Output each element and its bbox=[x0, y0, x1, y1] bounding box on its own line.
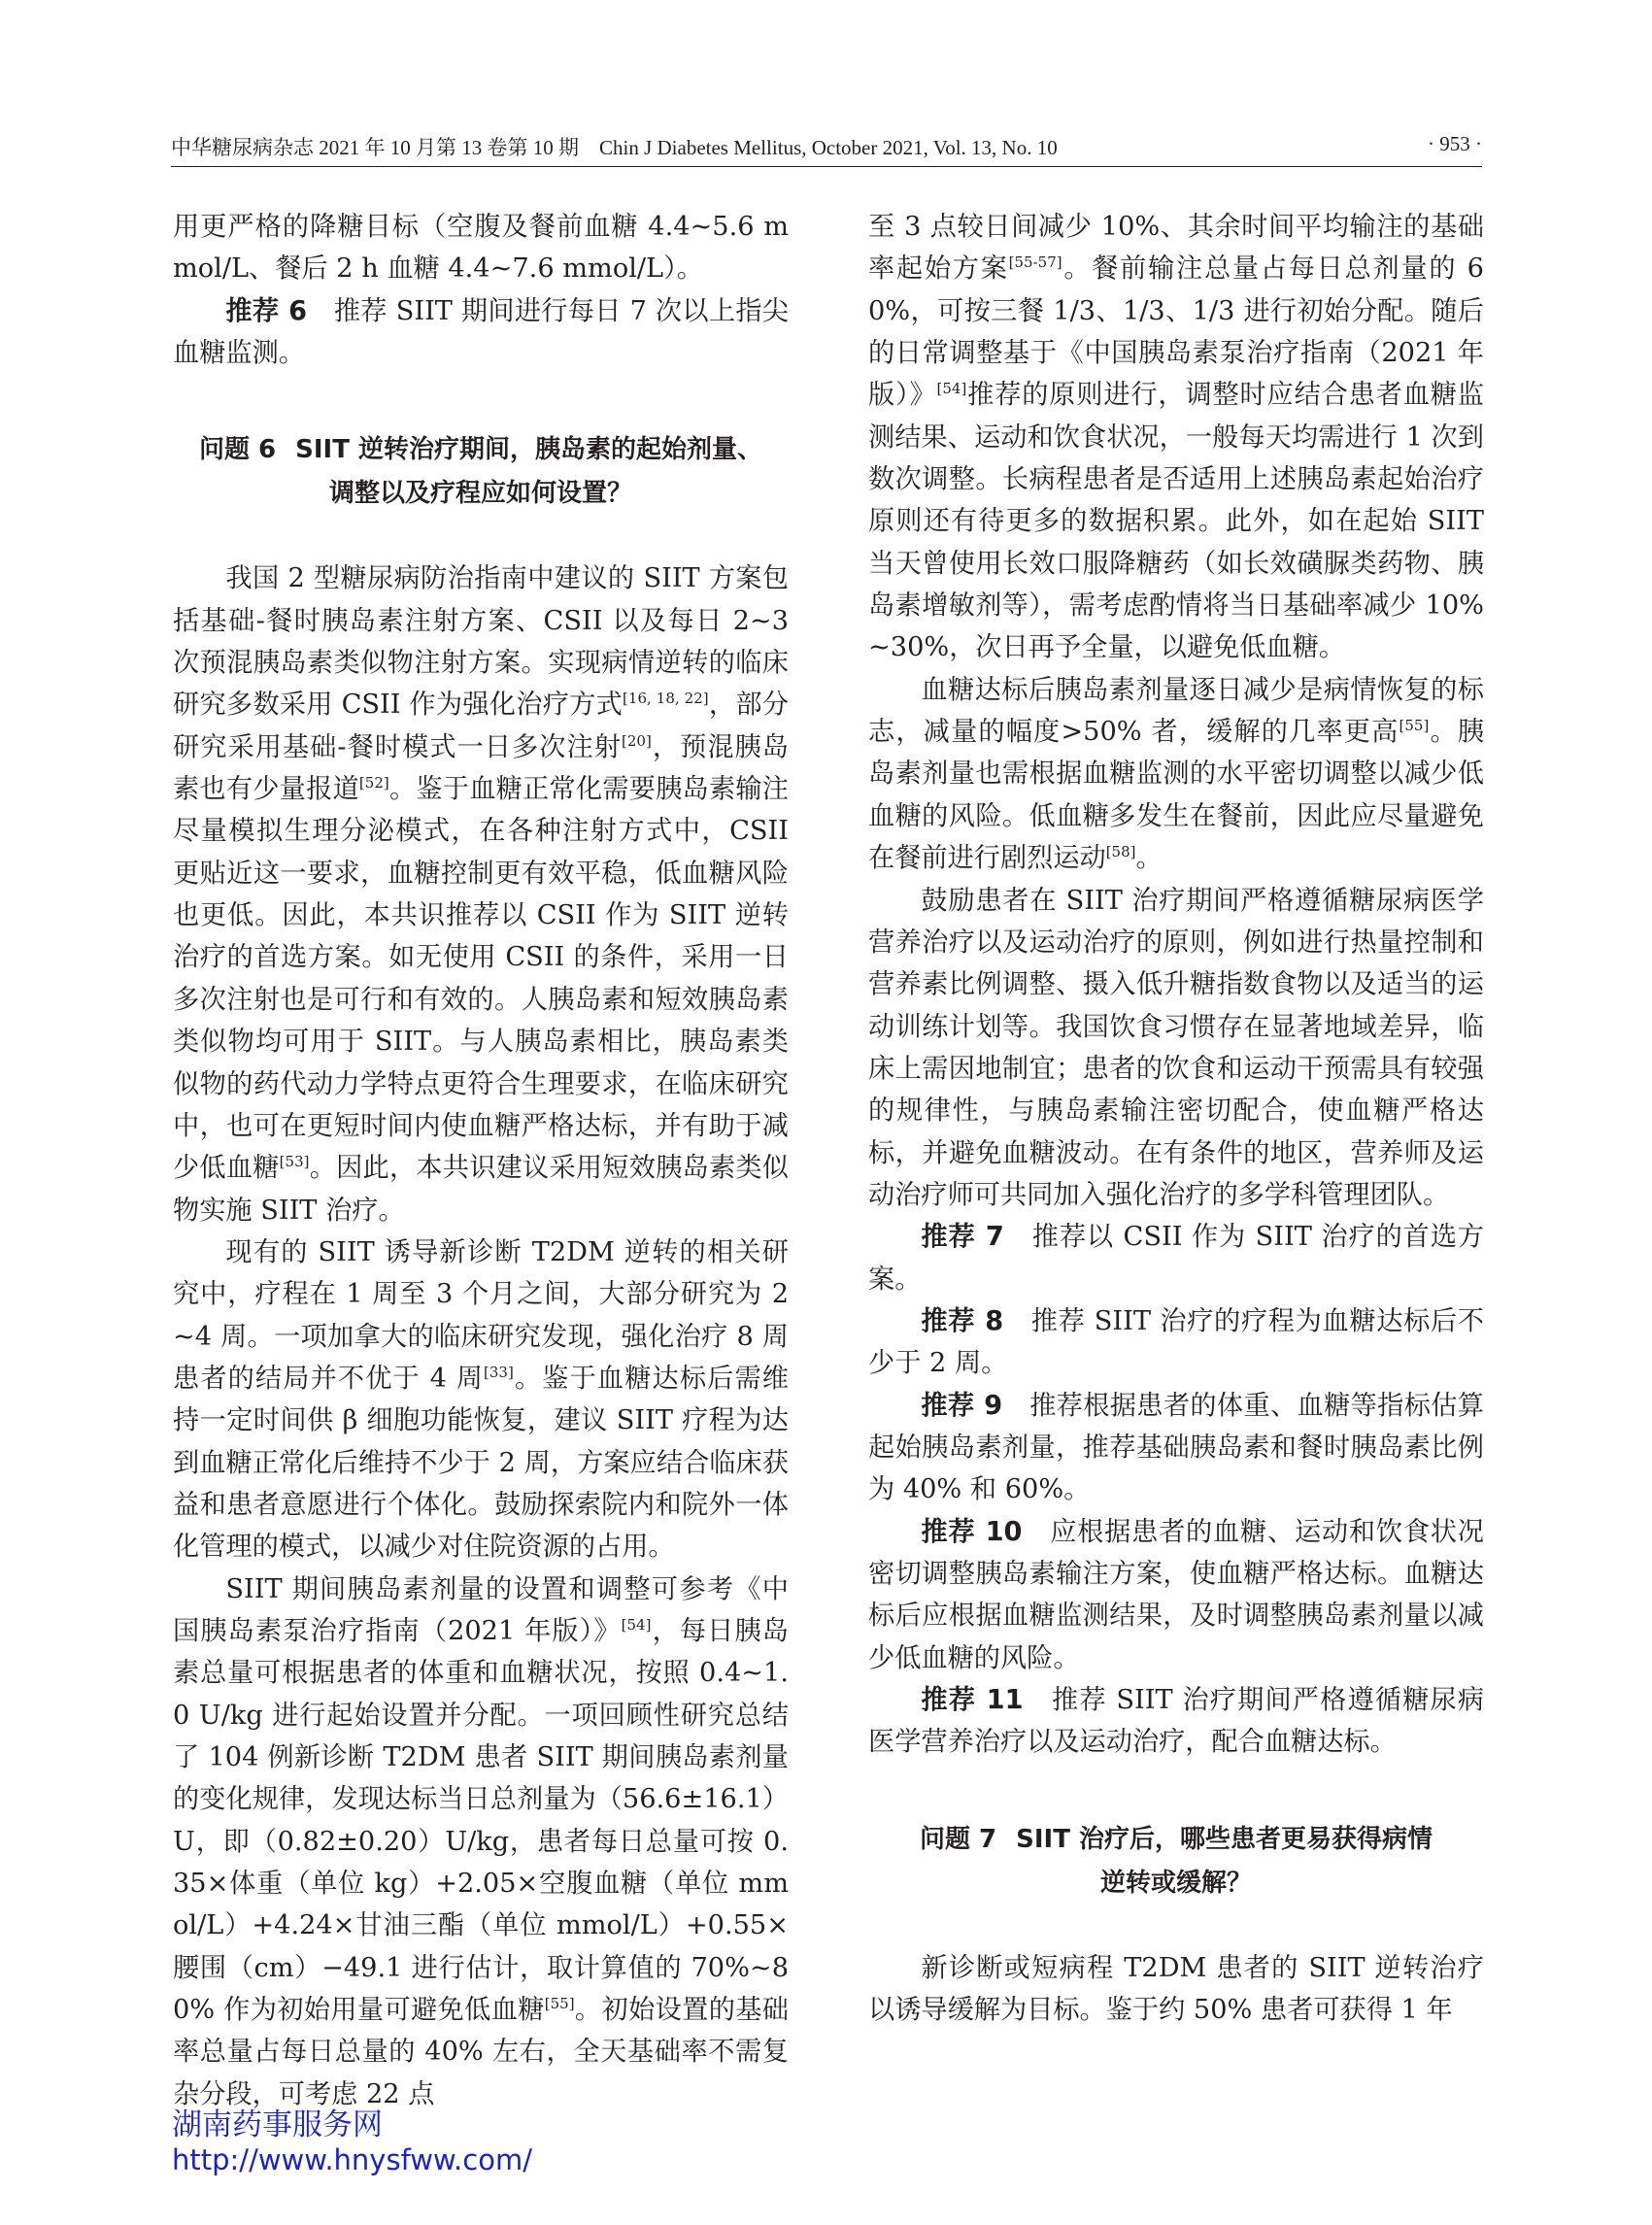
recommendation-6 bbox=[173, 290, 789, 375]
question-6-heading-line2: 调整以及疗程应如何设置？ bbox=[328, 479, 632, 509]
citation: [54] bbox=[621, 1615, 652, 1634]
site-name[interactable]: 湖南药事服务网 bbox=[172, 2107, 383, 2142]
citation: [52] bbox=[358, 774, 389, 792]
citation: [53] bbox=[279, 1153, 310, 1171]
journal-citation: 中华糖尿病杂志 2021 年 10 月第 13 卷第 10 期 Chin J Diabetes Mellitus, October 2021, Vol. 13, No. 10 bbox=[171, 136, 1058, 159]
recommendation-label: 推荐 8 bbox=[921, 1305, 1004, 1336]
header-rule bbox=[171, 166, 1482, 167]
recommendation-text: 推荐 SIIT 治疗期间严格遵循糖尿病医学营养治疗以及运动治疗，配合血糖达标。 bbox=[868, 1685, 1484, 1758]
citation: [54] bbox=[936, 380, 967, 398]
citation: [20] bbox=[622, 731, 652, 750]
recommendation-7 bbox=[868, 1216, 1484, 1300]
question-7-heading bbox=[868, 1818, 1484, 1862]
question-7-heading-line2: 逆转或缓解？ bbox=[1099, 1868, 1252, 1898]
recommendation-text: 推荐 SIIT 治疗的疗程为血糖达标后不少于 2 周。 bbox=[868, 1305, 1484, 1379]
citation: [58] bbox=[1105, 843, 1136, 861]
running-header bbox=[171, 132, 1482, 165]
question-title-line1: SIIT 治疗后，哪些患者更易获得病情 bbox=[1016, 1824, 1433, 1854]
question-number: 问题 7 bbox=[919, 1824, 997, 1854]
paragraph: 用更严格的降糖目标（空腹及餐前血糖 4.4~5.6 mmol/L、餐后 2 h 血糖 4.4~7.6 mmol/L）。 bbox=[173, 212, 789, 285]
recommendation-10 bbox=[868, 1511, 1484, 1679]
citation: [55] bbox=[544, 1995, 575, 2013]
paragraph: 新诊断或短病程 T2DM 患者的 SIIT 逆转治疗以诱导缓解为目标。鉴于约 50% 患者可获得 1 年 bbox=[868, 1952, 1484, 2026]
recommendation-11 bbox=[868, 1679, 1484, 1764]
right-column bbox=[868, 206, 1484, 2031]
recommendation-text: 应根据患者的血糖、运动和饮食状况密切调整胰岛素输注方案，使血糖严格达标。血糖达标后应根据血糖监测结果，及时调整胰岛素剂量以减少低血糖的风险。 bbox=[868, 1516, 1484, 1673]
recommendation-label: 推荐 6 bbox=[225, 295, 308, 326]
citation: [55] bbox=[1399, 717, 1430, 735]
recommendation-8 bbox=[868, 1300, 1484, 1385]
recommendation-9 bbox=[868, 1385, 1484, 1511]
citation: [33] bbox=[484, 1363, 514, 1381]
recommendation-label: 推荐 7 bbox=[921, 1222, 1004, 1253]
site-url[interactable]: http://www.hnysfww.com/ bbox=[172, 2143, 532, 2176]
question-title-line1: SIIT 逆转治疗期间，胰岛素的起始剂量、 bbox=[295, 435, 763, 465]
paragraph: 至 3 点较日间减少 10%、其余时间平均输注的基础率起始方案[55-57]。餐前输注总量占每日总剂量的 60%，可按三餐 1/3、1/3、1/3 进行初始分配。随后的日常调整基于《中国胰岛素泵治疗指南（2021 年版）》[54]推荐的原则进行，调整时应结合患者血糖监测结果、运动和饮食状况，一般每天均需进行 1 次到数次调整。长病程患者是否适用上述胰岛素起始治疗原则还有待更多的数据积累。此外，如在起始 SIIT 当天曾使用长效口服降糖药（如长效磺脲类药物、胰岛素增敏剂等），需考虑酌情将当日基础率减少 10%~30%，次日再予全量，以避免低血糖。 bbox=[868, 212, 1484, 663]
recommendation-label: 推荐 10 bbox=[921, 1516, 1023, 1547]
site-watermark[interactable] bbox=[172, 2107, 532, 2177]
paragraph: SIIT 期间胰岛素剂量的设置和调整可参考《中国胰岛素泵治疗指南（2021 年版）》[54]，每日胰岛素总量可根据患者的体重和血糖状况，按照 0.4~1.0 U/kg 进行起始设置并分配。一项回顾性研究总结了 104 例新诊断 T2DM 患者 SIIT 期间胰岛素剂量的变化规律，发现达标当日总剂量为（56.6±16.1）U，即（0.82±0.20）U/kg，患者每日总量可按 0.35×体重（单位 kg）+2.05×空腹血糖（单位 mmol/L）+4.24×甘油三酯（单位 mmol/L）+0.55×腰围（cm）−49.1 进行估计，取计算值的 70%~80% 作为初始用量可避免低血糖[55]。初始设置的基础率总量占每日总量的 40% 左右，全天基础率不需复杂分段，可考虑 22 点 bbox=[173, 1573, 789, 2109]
citation: [55-57] bbox=[1008, 253, 1062, 272]
recommendation-label: 推荐 9 bbox=[921, 1390, 1003, 1421]
paragraph: 现有的 SIIT 诱导新诊断 T2DM 逆转的相关研究中，疗程在 1 周至 3 个月之间，大部分研究为 2~4 周。一项加拿大的临床研究发现，强化治疗 8 周患者的结局并不优于 4 周[33]。鉴于血糖达标后需维持一定时间供 β 细胞功能恢复，建议 SIIT 疗程为达到血糖正常化后维持不少于 2 周，方案应结合临床获益和患者意愿进行个体化。鼓励探索院内和院外一体化管理的模式，以减少对住院资源的占用。 bbox=[173, 1236, 789, 1563]
paragraph: 血糖达标后胰岛素剂量逐日减少是病情恢复的标志，减量的幅度>50% 者，缓解的几率更高[55]。胰岛素剂量也需根据血糖监测的水平密切调整以减少低血糖的风险。低血糖多发生在餐前，因此应尽量避免在餐前进行剧烈运动[58]。 bbox=[868, 674, 1484, 874]
question-number: 问题 6 bbox=[198, 435, 277, 465]
recommendation-text: 推荐 SIIT 期间进行每日 7 次以上指尖血糖监测。 bbox=[173, 295, 789, 369]
paragraph: 鼓励患者在 SIIT 治疗期间严格遵循糖尿病医学营养治疗以及运动治疗的原则，例如进行热量控制和营养素比例调整、摄入低升糖指数食物以及适当的运动训练计划等。我国饮食习惯存在显著地域差异，临床上需因地制宜；患者的饮食和运动干预需具有较强的规律性，与胰岛素输注密切配合，使血糖严格达标，并避免血糖波动。在有条件的地区，营养师及运动治疗师可共同加入强化治疗的多学科管理团队。 bbox=[868, 885, 1484, 1210]
recommendation-text: 推荐以 CSII 作为 SIIT 治疗的首选方案。 bbox=[868, 1222, 1484, 1295]
citation: [16, 18, 22] bbox=[623, 690, 709, 708]
question-6-heading bbox=[173, 428, 789, 472]
recommendation-text: 推荐根据患者的体重、血糖等指标估算起始胰岛素剂量，推荐基础胰岛素和餐时胰岛素比例为 40% 和 60%。 bbox=[868, 1390, 1484, 1505]
paragraph: 我国 2 型糖尿病防治指南中建议的 SIIT 方案包括基础-餐时胰岛素注射方案、CSII 以及每日 2~3 次预混胰岛素类似物注射方案。实现病情逆转的临床研究多数采用 CSII 作为强化治疗方式[16, 18, 22]，部分研究采用基础-餐时模式一日多次注射[20]，预混胰岛素也有少量报道[52]。鉴于血糖正常化需要胰岛素输注尽量模拟生理分泌模式，在各种注射方式中，CSII 更贴近这一要求，血糖控制更有效平稳，低血糖风险也更低。因此，本共识推荐以 CSII 作为 SIIT 逆转治疗的首选方案。如无使用 CSII 的条件，采用一日多次注射也是可行和有效的。人胰岛素和短效胰岛素类似物均可用于 SIIT。与人胰岛素相比，胰岛素类似物的药代动力学特点更符合生理要求，在临床研究中，也可在更短时间内使血糖严格达标，并有助于减少低血糖[53]。因此，本共识建议采用短效胰岛素类似物实施 SIIT 治疗。 bbox=[173, 563, 789, 1226]
left-column bbox=[173, 206, 789, 2115]
recommendation-label: 推荐 11 bbox=[921, 1685, 1024, 1716]
page-number: · 953 · bbox=[1428, 132, 1482, 155]
